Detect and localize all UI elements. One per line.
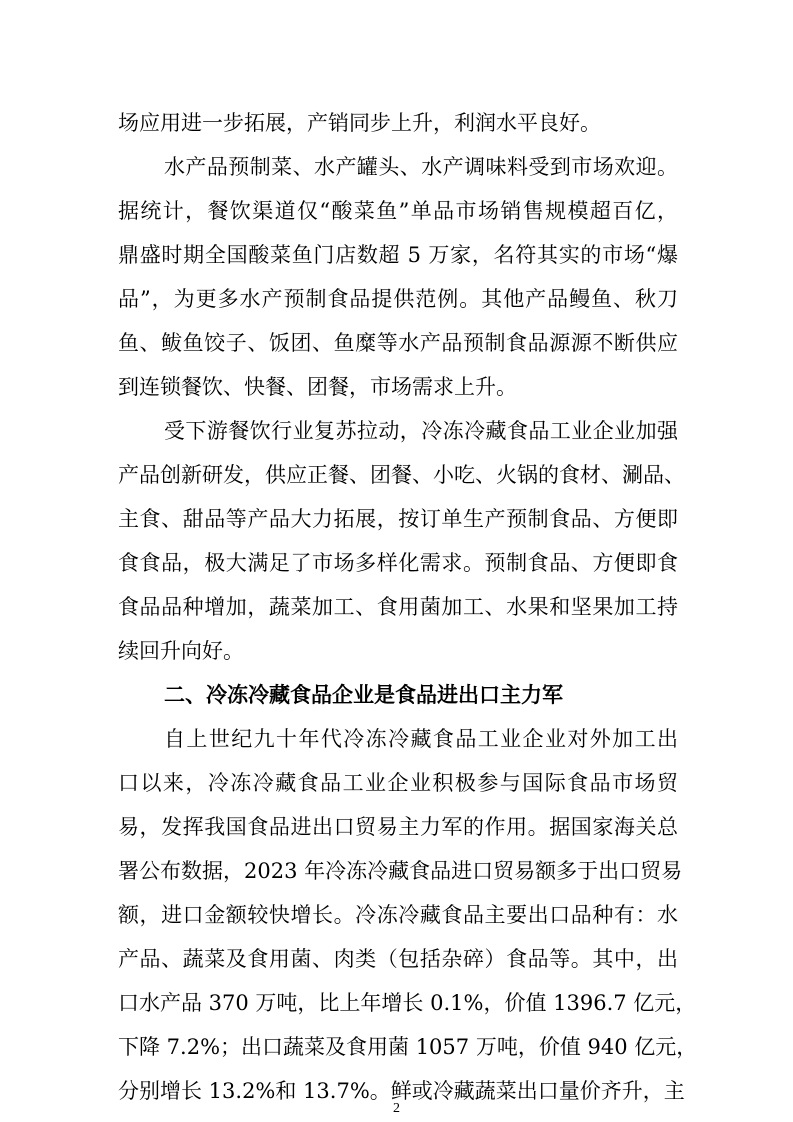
text-line: 口水产品 370 万吨，比上年增长 0.1%，价值 1396.7 亿元，	[118, 991, 697, 1015]
text-line: 额，进口金额较快增长。冷冻冷藏食品主要出口品种有：水	[118, 903, 678, 927]
text-line: 鱼、鲅鱼饺子、饭团、鱼糜等水产品预制食品源源不断供应	[118, 331, 678, 355]
paragraph-first-line: 水产品预制菜、水产罐头、水产调味料受到市场欢迎。	[164, 155, 678, 179]
section-heading: 二、冷冻冷藏食品企业是食品进出口主力军	[164, 683, 563, 707]
text-line: 食品品种增加，蔬菜加工、食用菌加工、水果和坚果加工持	[118, 595, 678, 619]
text-line: 鼎盛时期全国酸菜鱼门店数超 5 万家，名符其实的市场“爆	[118, 243, 678, 267]
text-line: 下降 7.2%；出口蔬菜及食用菌 1057 万吨，价值 940 亿元，	[118, 1035, 698, 1059]
text-line: 续回升向好。	[118, 639, 244, 663]
paragraph-first-line: 受下游餐饮行业复苏拉动，冷冻冷藏食品工业企业加强	[164, 419, 678, 443]
text-line: 署公布数据，2023 年冷冻冷藏食品进口贸易额多于出口贸易	[118, 859, 683, 883]
text-line: 品”，为更多水产预制食品提供范例。其他产品鳗鱼、秋刀	[118, 287, 678, 311]
page-number: 2	[393, 1101, 400, 1116]
text-line: 易，发挥我国食品进出口贸易主力军的作用。据国家海关总	[118, 815, 678, 839]
text-line: 食食品，极大满足了市场多样化需求。预制食品、方便即食	[118, 551, 678, 575]
text-line: 口以来，冷冻冷藏食品工业企业积极参与国际食品市场贸	[118, 771, 678, 795]
text-line: 产品、蔬菜及食用菌、肉类（包括杂碎）食品等。其中，出	[118, 947, 678, 971]
text-line: 到连锁餐饮、快餐、团餐，市场需求上升。	[118, 375, 517, 399]
text-line: 主食、甜品等产品大力拓展，按订单生产预制食品、方便即	[118, 507, 678, 531]
text-line: 据统计，餐饮渠道仅“酸菜鱼”单品市场销售规模超百亿，	[118, 199, 678, 223]
text-line: 分别增长 13.2%和 13.7%。鲜或冷藏蔬菜出口量价齐升，主	[118, 1079, 685, 1103]
text-line: 产品创新研发，供应正餐、团餐、小吃、火锅的食材、涮品、	[118, 463, 685, 487]
text-line: 场应用进一步拓展，产销同步上升，利润水平良好。	[118, 111, 601, 135]
paragraph-first-line: 自上世纪九十年代冷冻冷藏食品工业企业对外加工出	[164, 727, 678, 751]
